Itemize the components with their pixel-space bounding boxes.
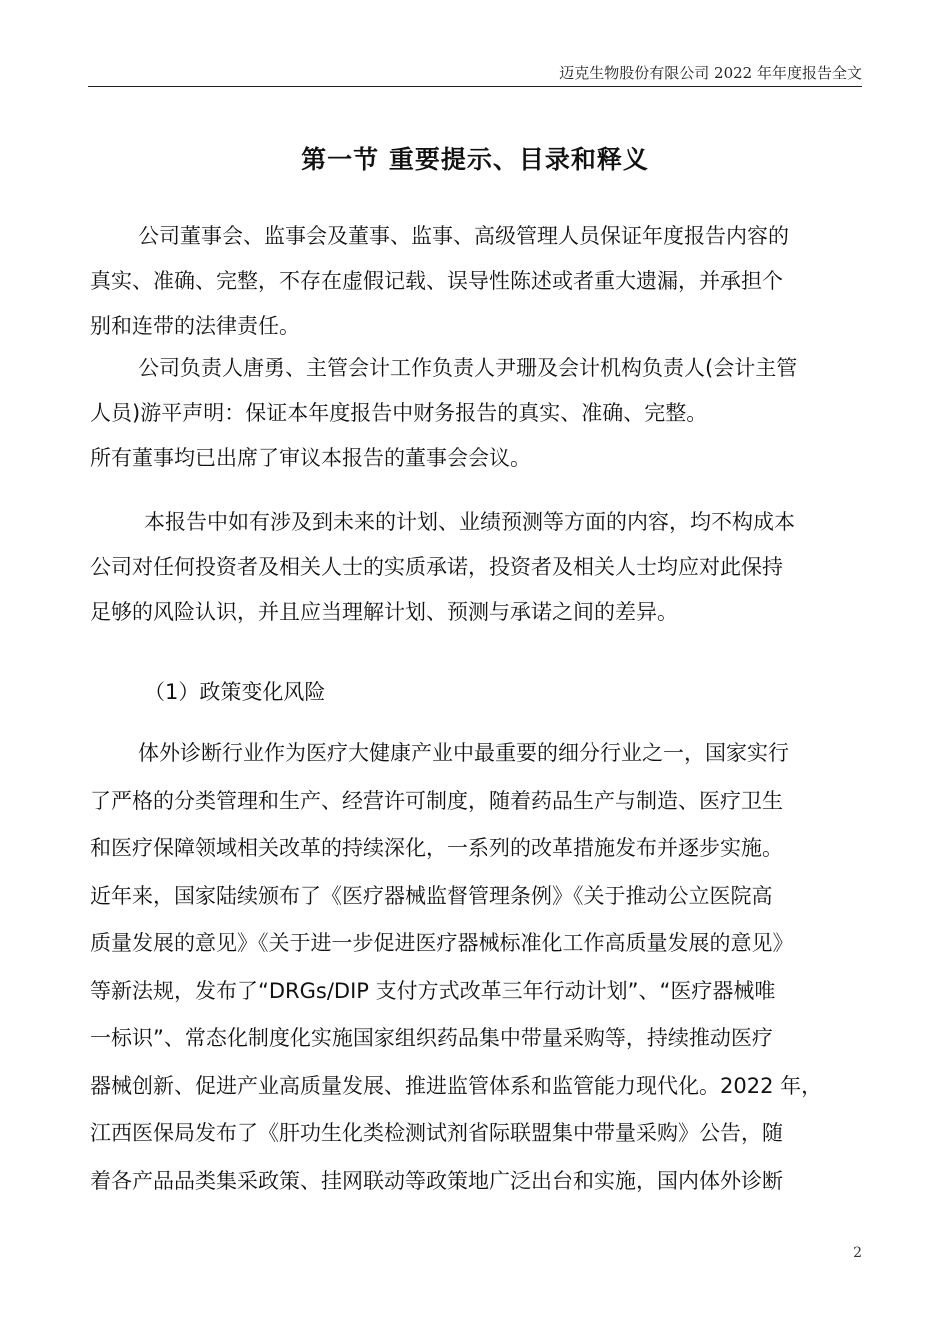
text-line: 本报告中如有涉及到未来的计划、业绩预测等方面的内容，均不构成本 — [144, 510, 795, 534]
text-line: 公司负责人唐勇、主管会计工作负责人尹珊及会计机构负责人(会计主管 — [138, 356, 798, 380]
subheading-policy-risk — [90, 670, 860, 715]
text-line: 体外诊断行业作为医疗大健康产业中最重要的细分行业之一，国家实行 — [138, 741, 789, 765]
section-title: 第一节 重要提示、目录和释义 — [301, 145, 649, 174]
page-number: 2 — [853, 1245, 862, 1261]
text-line: 足够的风险认识，并且应当理解计划、预测与承诺之间的差异。 — [90, 600, 678, 624]
text-line: 一标识”、常态化制度化实施国家组织药品集中带量采购等，持续推动医疗 — [90, 1026, 773, 1050]
text-line: 所有董事均已出席了审议本报告的董事会会议。 — [90, 446, 531, 470]
paragraph-policy-risk — [90, 730, 860, 1205]
text-line: （1）政策变化风险 — [144, 680, 326, 704]
text-line: 公司董事会、监事会及董事、监事、高级管理人员保证年度报告内容的 — [138, 224, 789, 248]
text-line: 别和连带的法律责任。 — [90, 314, 300, 338]
text-line: 公司对任何投资者及相关人士的实质承诺，投资者及相关人士均应对此保持 — [90, 555, 783, 579]
running-header: 迈克生物股份有限公司 2022 年年度报告全文 — [559, 64, 862, 82]
text-line: 真实、准确、完整，不存在虚假记载、误导性陈述或者重大遗漏，并承担个 — [90, 269, 783, 293]
paragraph-board-attendance — [90, 436, 860, 481]
paragraph-forward-looking — [90, 500, 860, 635]
text-line: 江西医保局发布了《肝功生化类检测试剂省际联盟集中带量采购》公告，随 — [90, 1121, 783, 1145]
header-rule — [88, 86, 862, 87]
text-line: 了严格的分类管理和生产、经营许可制度，随着药品生产与制造、医疗卫生 — [90, 788, 783, 813]
text-line: 器械创新、促进产业高质量发展、推进监管体系和监管能力现代化。2022 年， — [90, 1073, 823, 1098]
text-line: 质量发展的意见》《关于进一步促进医疗器械标准化工作高质量发展的意见》 — [90, 931, 794, 955]
text-line: 人员)游平声明：保证本年度报告中财务报告的真实、准确、完整。 — [90, 401, 708, 425]
text-line: 等新法规，发布了“DRGs/DIP 支付方式改革三年行动计划”、“医疗器械唯 — [90, 978, 776, 1003]
text-line: 近年来，国家陆续颁布了《医疗器械监督管理条例》《关于推动公立医院高 — [90, 883, 773, 908]
text-line: 着各产品品类集采政策、挂网联动等政策地广泛出台和实施，国内体外诊断 — [90, 1168, 783, 1193]
text-line: 和医疗保障领域相关改革的持续深化，一系列的改革措施发布并逐步实施。 — [90, 836, 783, 860]
paragraph-board-statement — [90, 214, 860, 349]
paragraph-responsibility-statement — [90, 346, 860, 436]
